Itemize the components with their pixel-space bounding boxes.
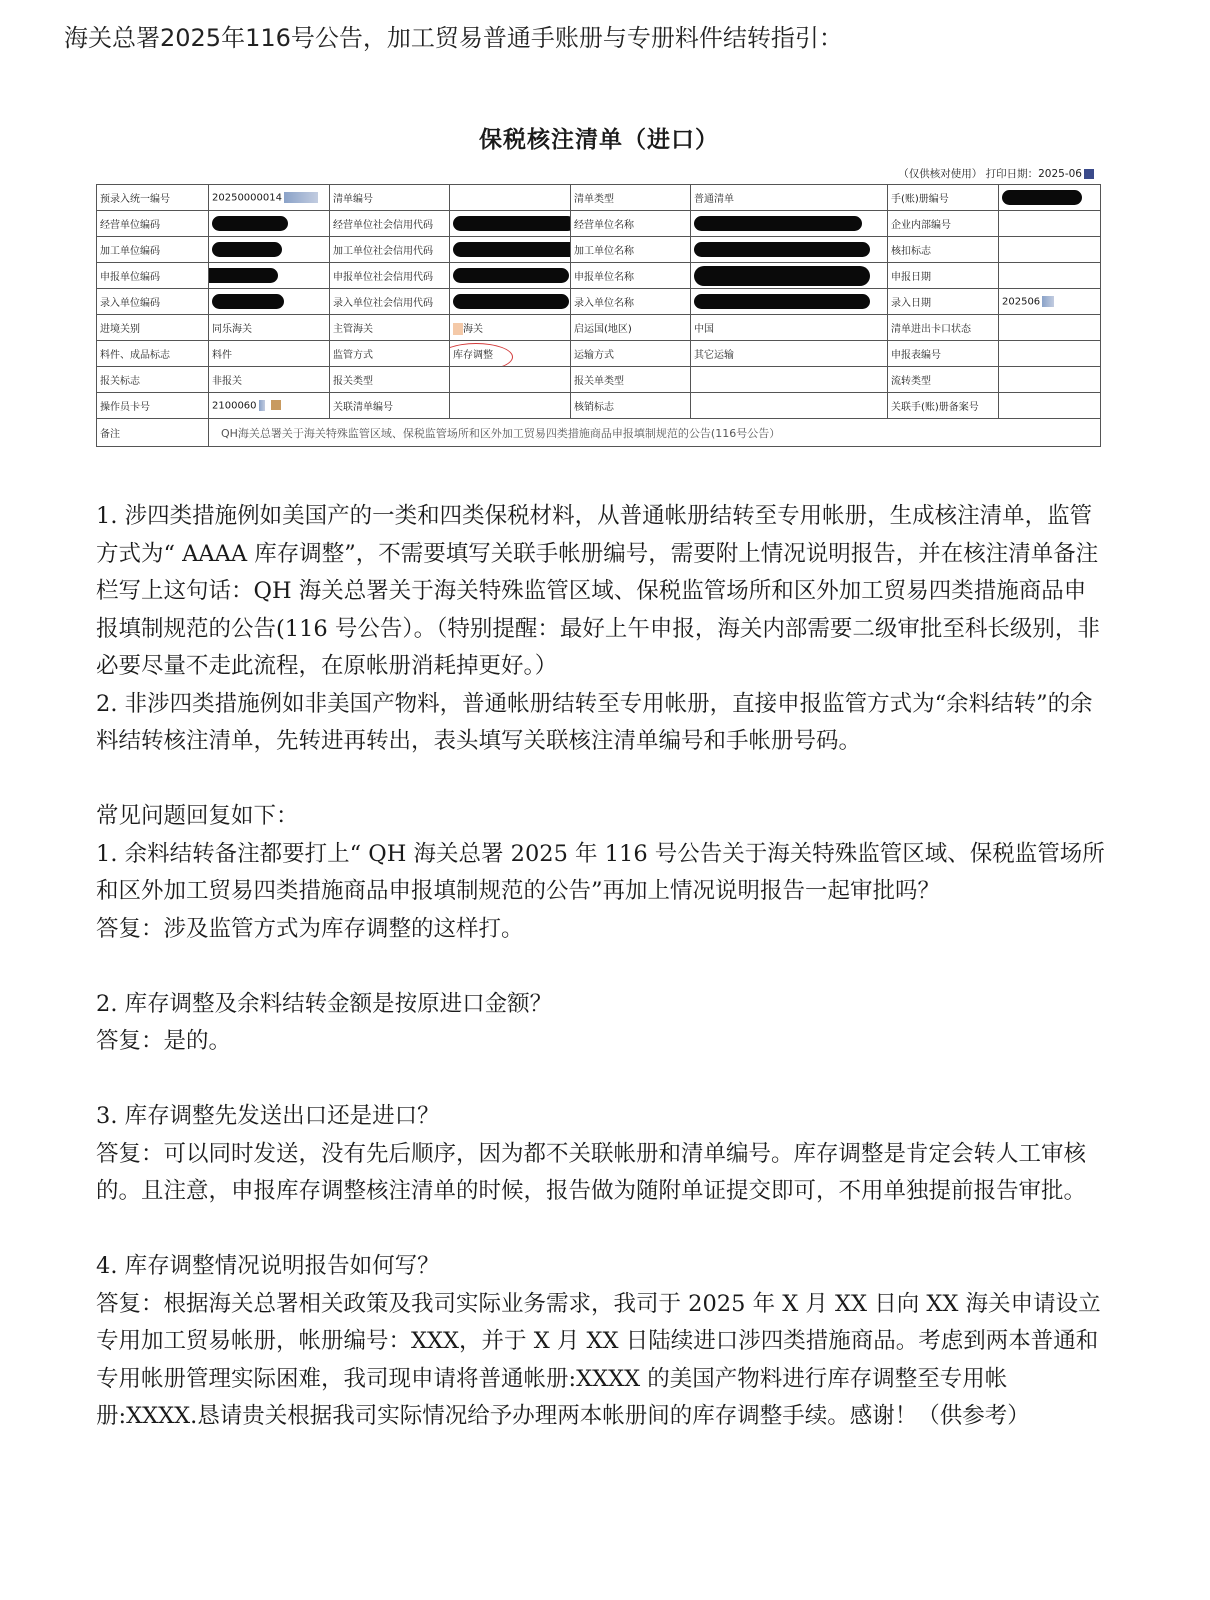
field-label: 经营单位编码 [97, 211, 209, 237]
highlighted-value [453, 346, 493, 361]
field-value [691, 211, 888, 237]
field-value [209, 211, 330, 237]
field-value: 非报关 [209, 367, 330, 393]
field-value [209, 237, 330, 263]
redaction-mark [1084, 169, 1094, 179]
field-label: 录入单位社会信用代码 [330, 289, 450, 315]
redaction-mark [209, 268, 279, 283]
field-value: 其它运输 [691, 341, 888, 367]
field-value [691, 393, 888, 419]
field-label: 关联手(账)册备案号 [888, 393, 999, 419]
field-label: 料件、成品标志 [97, 341, 209, 367]
field-label: 企业内部编号 [888, 211, 999, 237]
form-title: 保税核注清单（进口） [479, 127, 719, 153]
redaction-mark [284, 192, 318, 203]
field-label: 主管海关 [330, 315, 450, 341]
redaction-mark [212, 216, 288, 231]
field-value-text: 202506 [1002, 296, 1041, 308]
form-table [96, 184, 1101, 447]
field-value-text: 20250000014 [212, 192, 282, 204]
redaction-mark [453, 268, 569, 283]
field-value [999, 341, 1101, 367]
field-value [209, 289, 330, 315]
field-label: 经营单位名称 [571, 211, 691, 237]
field-value [999, 211, 1101, 237]
field-label: 流转类型 [888, 367, 999, 393]
field-label: 关联清单编号 [330, 393, 450, 419]
field-label: 申报日期 [888, 263, 999, 289]
redaction-mark [212, 294, 284, 309]
redaction-mark [453, 323, 463, 335]
field-label: 报关类型 [330, 367, 450, 393]
table-row [97, 185, 1101, 211]
field-value: 同乐海关 [209, 315, 330, 341]
faq-question-1: 1. 余料结转备注都要打上“ QH 海关总署 2025 年 116 号公告关于海关特殊监管区域、保税监管场所和区外加工贸易四类措施商品申报填制规范的公告”再加上情况说明报告一起审批吗？ [96, 840, 1105, 904]
faq-answer-4: 答复：根据海关总署相关政策及我司实际业务需求，我司于 2025 年 X 月 XX 日向 XX 海关申请设立专用加工贸易帐册，帐册编号：XXX，并于 X 月 XX 日陆续进口涉四类措施商品。考虑到两本普通和专用帐册管理实际困难，我司现申请将普通帐册:XXXX 的美国产物料进行库存调整至专用帐册:XXXX.恳请贵关根据我司实际情况给予办理两本帐册间的库存调整手续。感谢！（供参考） [96, 1290, 1101, 1429]
field-label: 启运国(地区) [571, 315, 691, 341]
customs-form [96, 120, 1102, 440]
paragraph-2: 2. 非涉四类措施例如非美国产物料，普通帐册结转至专用帐册，直接申报监管方式为“余料结转”的余料结转核注清单，先转进再转出，表头填写关联核注清单编号和手帐册号码。 [96, 690, 1093, 754]
redaction-mark [694, 242, 870, 257]
field-value-text: 2100060 [212, 400, 257, 412]
table-row [97, 393, 1101, 419]
field-label: 运输方式 [571, 341, 691, 367]
field-label: 进境关别 [97, 315, 209, 341]
remark-label: 备注 [97, 419, 209, 447]
redaction-mark [1002, 190, 1082, 205]
table-row [97, 367, 1101, 393]
field-value [450, 289, 571, 315]
redaction-mark [694, 294, 870, 309]
redaction-mark [453, 294, 569, 309]
spacer [96, 761, 1106, 799]
field-label: 录入单位编码 [97, 289, 209, 315]
field-value [450, 393, 571, 419]
faq-question-3: 3. 库存调整先发送出口还是进口？ [96, 1103, 440, 1129]
field-value [999, 237, 1101, 263]
field-label: 加工单位编码 [97, 237, 209, 263]
header-title: 海关总署2025年116号公告，加工贸易普通手账册与专册料件结转指引： [64, 24, 843, 52]
field-label: 申报单位社会信用代码 [330, 263, 450, 289]
field-label: 加工单位社会信用代码 [330, 237, 450, 263]
field-label: 清单类型 [571, 185, 691, 211]
faq-heading: 常见问题回复如下： [96, 803, 299, 829]
field-label: 清单编号 [330, 185, 450, 211]
field-value [691, 237, 888, 263]
field-value: 料件 [209, 341, 330, 367]
guidance-text [96, 498, 1106, 1436]
field-value [999, 315, 1101, 341]
field-value-text: 库存调整 [453, 350, 493, 361]
field-label: 核销标志 [571, 393, 691, 419]
field-value [691, 263, 888, 289]
field-label: 报关标志 [97, 367, 209, 393]
table-row [97, 315, 1101, 341]
field-value [450, 237, 571, 263]
spacer [96, 948, 1106, 986]
field-value [209, 185, 330, 211]
table-row [97, 341, 1101, 367]
supervision-mode-value [450, 341, 571, 367]
field-label: 申报单位名称 [571, 263, 691, 289]
paragraph-1: 1. 涉四类措施例如美国产的一类和四类保税材料，从普通帐册结转至专用帐册，生成核注清单，监管方式为“ AAAA 库存调整”，不需要填写关联手帐册编号，需要附上情况说明报告，并在核注清单备注栏写上这句话：QH 海关总署关于海关特殊监管区域、保税监管场所和区外加工贸易四类措施商品申报填制规范的公告(116 号公告）。（特别提醒：最好上午申报，海关内部需要二级审批至科长级别，非必要尽量不走此流程，在原帐册消耗掉更好。） [96, 503, 1100, 679]
redaction-mark [1042, 296, 1054, 307]
field-value [999, 185, 1101, 211]
redaction-mark [212, 242, 282, 257]
faq-answer-1: 答复：涉及监管方式为库存调整的这样打。 [96, 915, 524, 942]
form-meta-text: （仅供核对使用） 打印日期：2025-06 [898, 168, 1082, 180]
table-row [97, 263, 1101, 289]
field-value [450, 367, 571, 393]
field-label: 报关单类型 [571, 367, 691, 393]
field-label: 监管方式 [330, 341, 450, 367]
form-meta [898, 166, 1094, 181]
field-value [450, 185, 571, 211]
field-label: 手(账)册编号 [888, 185, 999, 211]
table-row [97, 289, 1101, 315]
field-value [450, 263, 571, 289]
field-value [999, 393, 1101, 419]
field-value [209, 393, 330, 419]
field-label: 经营单位社会信用代码 [330, 211, 450, 237]
field-label: 录入日期 [888, 289, 999, 315]
field-label: 预录入统一编号 [97, 185, 209, 211]
redaction-mark [453, 242, 571, 257]
redaction-mark [271, 400, 281, 410]
redaction-mark [453, 216, 571, 231]
field-value [209, 263, 330, 289]
field-label: 申报单位编码 [97, 263, 209, 289]
field-label: 录入单位名称 [571, 289, 691, 315]
faq-question-4: 4. 库存调整情况说明报告如何写？ [96, 1253, 440, 1279]
redaction-mark [694, 266, 870, 286]
spacer [96, 1211, 1106, 1249]
redaction-mark [694, 216, 862, 231]
table-row [97, 237, 1101, 263]
field-value [691, 367, 888, 393]
redaction-mark [259, 400, 265, 411]
field-value [450, 315, 571, 341]
field-value-text: 海关 [463, 324, 483, 335]
field-value: 普通清单 [691, 185, 888, 211]
field-label: 核扣标志 [888, 237, 999, 263]
remark-row [97, 419, 1101, 447]
spacer [96, 1061, 1106, 1099]
field-label: 申报表编号 [888, 341, 999, 367]
field-value: 中国 [691, 315, 888, 341]
field-label: 操作员卡号 [97, 393, 209, 419]
field-value [999, 367, 1101, 393]
faq-answer-3: 答复：可以同时发送，没有先后顺序，因为都不关联帐册和清单编号。库存调整是肯定会转人工审核的。且注意，申报库存调整核注清单的时候，报告做为随附单证提交即可，不用单独提前报告审批。 [96, 1140, 1087, 1204]
field-label: 加工单位名称 [571, 237, 691, 263]
faq-answer-2: 答复：是的。 [96, 1028, 232, 1054]
field-value [691, 289, 888, 315]
field-value [450, 211, 571, 237]
field-value [999, 263, 1101, 289]
table-row [97, 211, 1101, 237]
remark-value: QH海关总署关于海关特殊监管区域、保税监管场所和区外加工贸易四类措施商品申报填制规范的公告(116号公告） [209, 419, 1101, 447]
faq-question-2: 2. 库存调整及余料结转金额是按原进口金额？ [96, 990, 553, 1017]
field-value [999, 289, 1101, 315]
field-label: 清单进出卡口状态 [888, 315, 999, 341]
